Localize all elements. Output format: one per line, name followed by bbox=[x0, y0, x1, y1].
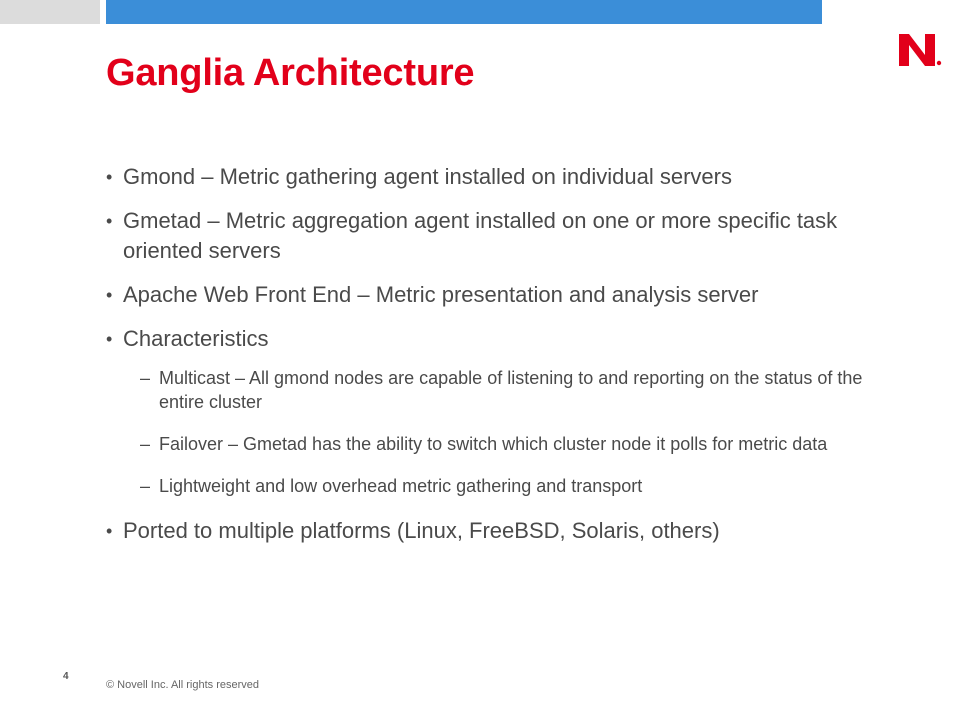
bullet-dot: • bbox=[106, 211, 113, 231]
header-blue-bar bbox=[106, 0, 822, 24]
bullet-text: Characteristics bbox=[123, 326, 269, 351]
copyright-notice: © Novell Inc. All rights reserved bbox=[106, 679, 259, 691]
sub-bullet-lightweight bbox=[106, 474, 906, 498]
sub-bullet-list bbox=[106, 362, 906, 498]
sub-bullet-dash: – bbox=[140, 368, 151, 388]
bullet-text: Ported to multiple platforms (Linux, FreeBSD, Solaris, others) bbox=[123, 518, 720, 543]
bullet-text: Gmond – Metric gathering agent installed on individual servers bbox=[123, 164, 732, 189]
bullet-dot: • bbox=[106, 521, 113, 541]
sub-bullet-dash: – bbox=[140, 476, 151, 496]
bullet-text: Apache Web Front End – Metric presentation and analysis server bbox=[123, 282, 759, 307]
bullet-dot: • bbox=[106, 167, 113, 187]
page-number: 4 bbox=[63, 671, 69, 682]
slide-content bbox=[106, 162, 906, 560]
sub-bullet-dash: – bbox=[140, 434, 151, 454]
sub-bullet-text: Multicast – All gmond nodes are capable of listening to and reporting on the status of the entire cluster bbox=[159, 368, 863, 412]
bullet-dot: • bbox=[106, 329, 113, 349]
sub-bullet-multicast bbox=[106, 366, 906, 414]
bullet-text: Gmetad – Metric aggregation agent installed on one or more specific task oriented servers bbox=[123, 208, 838, 263]
bullet-characteristics bbox=[106, 324, 906, 354]
novell-n-logo-icon bbox=[897, 28, 943, 68]
sub-bullet-failover bbox=[106, 432, 906, 456]
bullet-gmond bbox=[106, 162, 906, 192]
slide-title: Ganglia Architecture bbox=[106, 52, 475, 94]
bullet-gmetad bbox=[106, 206, 906, 266]
bullet-apache bbox=[106, 280, 906, 310]
bullet-dot: • bbox=[106, 285, 113, 305]
bullet-ported bbox=[106, 516, 906, 546]
sub-bullet-text: Lightweight and low overhead metric gathering and transport bbox=[159, 476, 643, 496]
sub-bullet-text: Failover – Gmetad has the ability to switch which cluster node it polls for metric data bbox=[159, 434, 828, 454]
header-gray-bar bbox=[0, 0, 100, 24]
